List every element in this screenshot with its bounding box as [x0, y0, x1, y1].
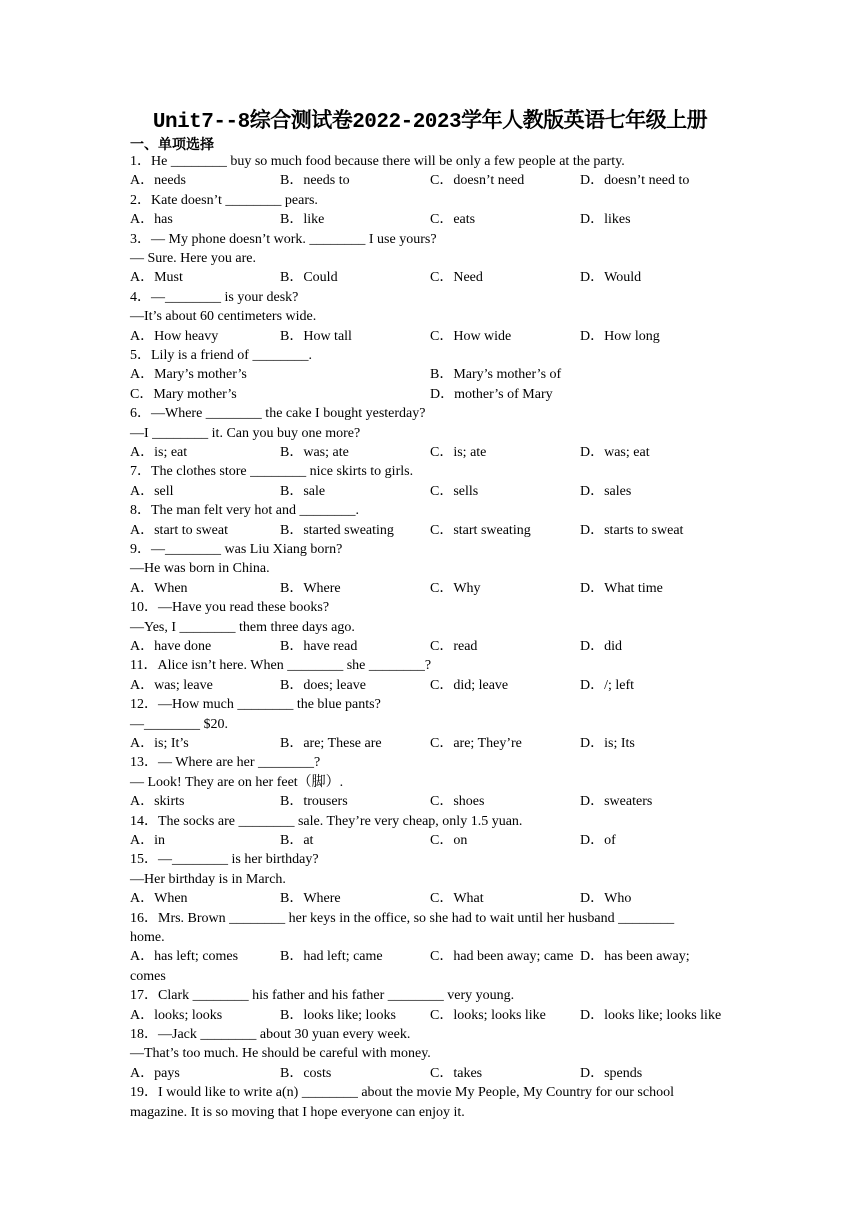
question-text: —________ $20. [130, 716, 228, 732]
answer-option: D．spends [580, 1065, 643, 1081]
question-text: —He was born in China. [130, 561, 270, 577]
answer-option: A．pays [130, 1065, 180, 1081]
answer-option: C．on [430, 833, 468, 848]
question-text: 7．The clothes store ________ nice skirts to girls. [130, 464, 414, 480]
answer-option: C．shoes [430, 794, 485, 810]
answer-option: B．had left; came [280, 949, 383, 965]
question-text: 15．—________ is her birthday? [130, 852, 319, 868]
question-text: 19．I would like to write a(n) ________ about the movie My People, My Country for our school [130, 1085, 674, 1101]
answer-option: A．has [130, 212, 173, 228]
question-text: —That’s too much. He should be careful with money. [130, 1046, 431, 1062]
answer-option: A．is; It’s [130, 736, 189, 751]
answer-option: B．started sweating [280, 522, 394, 538]
question-text: 13．— Where are her ________? [130, 755, 321, 771]
section-heading: 一、单项选择 [130, 137, 214, 153]
question-text: 8．The man felt very hot and ________. [130, 503, 360, 519]
answer-option: B．does; leave [280, 677, 366, 693]
answer-option: C．is; ate [430, 445, 487, 460]
answer-option: C．start sweating [430, 522, 531, 538]
answer-option: A．start to sweat [130, 522, 228, 538]
answer-option: C．read [430, 639, 478, 654]
question-text: 14．The socks are ________ sale. They’re very cheap, only 1.5 yuan. [130, 813, 523, 829]
answer-option: B．Could [280, 270, 338, 286]
question-text: — Sure. Here you are. [130, 251, 256, 266]
answer-option: B．Where [280, 580, 341, 596]
answer-option: B．Where [280, 891, 341, 907]
question-text: 3．— My phone doesn’t work. ________ I use yours? [130, 231, 437, 247]
answer-option: B．was; ate [280, 445, 349, 460]
answer-option: D．has been away; [580, 949, 690, 965]
question-text: 10．—Have you read these books? [130, 600, 330, 616]
answer-option: A．How heavy [130, 328, 219, 344]
answer-option: D．doesn’t need to [580, 173, 690, 189]
answer-option: D．was; eat [580, 445, 650, 460]
question-text: — Look! They are on her feet（脚）. [130, 774, 344, 790]
answer-option: C．doesn’t need [430, 173, 525, 189]
answer-option: B．looks like; looks [280, 1007, 396, 1023]
answer-option: A．Must [130, 270, 183, 286]
question-text: 5．Lily is a friend of ________. [130, 348, 312, 363]
answer-option: A．was; leave [130, 677, 213, 693]
answer-option: A．skirts [130, 794, 185, 810]
answer-option: D．/; left [580, 677, 635, 693]
answer-option: D．likes [580, 212, 631, 228]
question-text: —Yes, I ________ them three days ago. [130, 619, 355, 635]
answer-option: D．is; Its [580, 736, 635, 751]
answer-option: A．has left; comes [130, 949, 239, 965]
question-text: home. [130, 930, 165, 945]
answer-option: C．Need [430, 270, 483, 286]
answer-option: C．takes [430, 1065, 483, 1081]
question-text: 11．Alice isn’t here. When ________ she ________? [130, 658, 432, 674]
answer-option: B．Mary’s mother’s of [430, 367, 562, 383]
question-text: 12．—How much ________ the blue pants? [130, 697, 381, 713]
answer-option: D．Who [580, 891, 632, 907]
question-text: 18．—Jack ________ about 30 yuan every week. [130, 1027, 411, 1042]
question-text: 2．Kate doesn’t ________ pears. [130, 192, 318, 208]
page-title: Unit7--8综合测试卷2022-2023学年人教版英语七年级上册 [152, 111, 708, 134]
question-text: magazine. It is so moving that I hope everyone can enjoy it. [130, 1104, 465, 1120]
answer-option-continued: comes [130, 968, 166, 984]
answer-option: D．sweaters [580, 794, 653, 810]
question-text: 4．—________ is your desk? [130, 289, 299, 305]
answer-option: B．have read [280, 639, 358, 654]
answer-option: C．looks; looks like [430, 1007, 546, 1023]
question-text: —It’s about 60 centimeters wide. [130, 309, 317, 325]
question-text: 6．—Where ________ the cake I bought yesterday? [130, 406, 426, 422]
question-text: 16．Mrs. Brown ________ her keys in the office, so she had to wait until her husband ________ [130, 910, 675, 926]
answer-option: B．costs [280, 1065, 332, 1081]
answer-option: A．sell [130, 483, 174, 499]
answer-option: C．Why [430, 580, 481, 596]
answer-option: A．looks; looks [130, 1007, 223, 1023]
answer-option: A．When [130, 580, 188, 596]
answer-option: C．had been away; came [430, 949, 574, 965]
answer-option: C．How wide [430, 328, 512, 344]
answer-option: D．sales [580, 483, 632, 499]
answer-option: B．trousers [280, 794, 348, 810]
answer-option: D．did [580, 639, 622, 654]
answer-option: A．in [130, 833, 165, 848]
answer-option: C．eats [430, 212, 476, 228]
answer-option: D．mother’s of Mary [430, 386, 553, 402]
answer-option: C．What [430, 891, 484, 907]
answer-option: D．What time [580, 580, 663, 596]
answer-option: D．How long [580, 328, 660, 344]
question-text: 17．Clark ________ his father and his father ________ very young. [130, 988, 515, 1004]
question-text: —Her birthday is in March. [130, 871, 286, 887]
answer-option: C．Mary mother’s [130, 386, 237, 402]
answer-option: B．are; These are [280, 736, 382, 751]
answer-option: A．Mary’s mother’s [130, 367, 247, 383]
answer-option: D．starts to sweat [580, 522, 684, 538]
answer-option: B．like [280, 212, 325, 228]
question-text: —I ________ it. Can you buy one more? [130, 425, 361, 441]
answer-option: B．sale [280, 483, 326, 499]
answer-option: B．at [280, 833, 314, 848]
answer-option: D．of [580, 833, 616, 848]
question-text: 1．He ________ buy so much food because there will be only a few people at the party. [130, 154, 625, 169]
answer-option: A．have done [130, 639, 212, 654]
answer-option: A．is; eat [130, 445, 188, 460]
answer-option: B．needs to [280, 173, 350, 189]
answer-option: A．When [130, 891, 188, 907]
answer-option: D．looks like; looks like [580, 1007, 722, 1023]
question-text: 9．—________ was Liu Xiang born? [130, 542, 343, 557]
answer-option: C．did; leave [430, 677, 509, 693]
answer-option: A．needs [130, 173, 186, 189]
answer-option: D．Would [580, 270, 642, 286]
answer-option: B．How tall [280, 328, 352, 344]
answer-option: C．sells [430, 483, 479, 499]
answer-option: C．are; They’re [430, 736, 522, 751]
